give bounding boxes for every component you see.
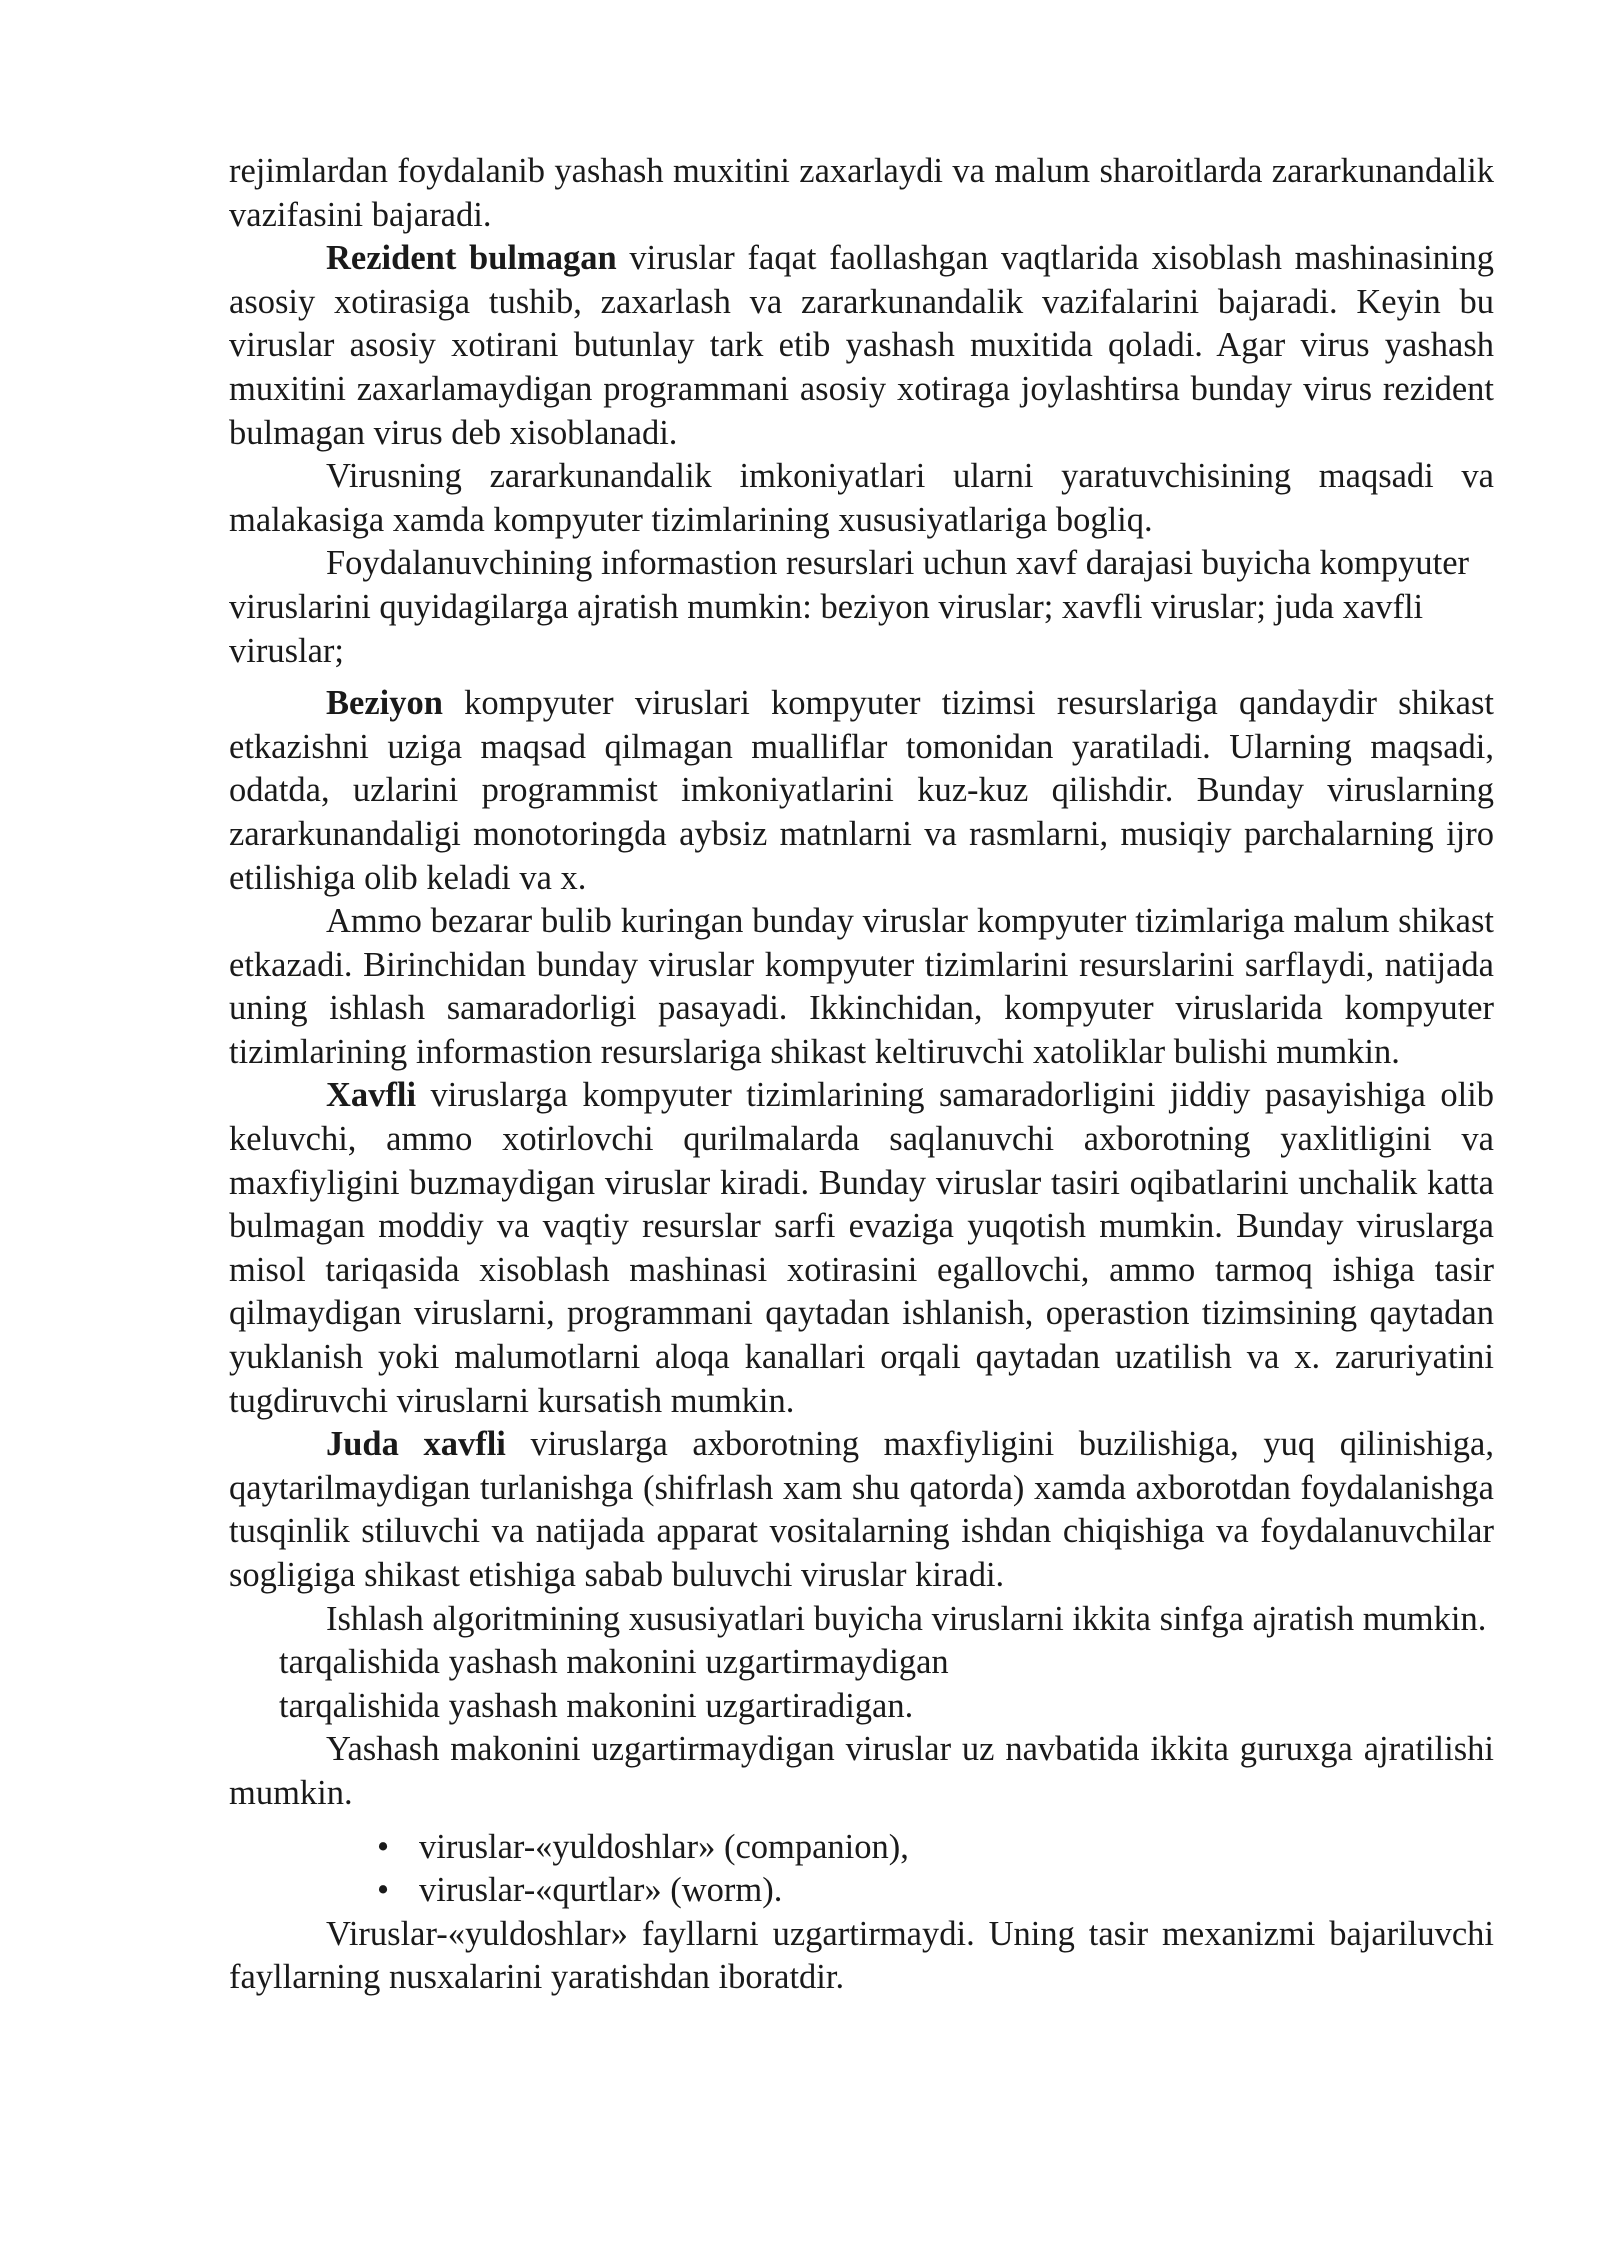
paragraph-capabilities: Virusning zararkunandalik imkoniyatlari ularni yaratuvchisining maqsadi va malakasiga xamda kompyuter tizimlarining xususiyatlariga bogliq.: [229, 457, 1494, 539]
bullet-item: [229, 1869, 1494, 1913]
paragraph-very-dangerous: [229, 1423, 1494, 1597]
paragraph-continuation: rejimlardan foydalanib yashash muxitini zaxarlaydi va malum sharoitlarda zararkunandalik vazifasini bajaradi.: [229, 152, 1494, 234]
paragraph-harmless: [229, 682, 1494, 900]
plain-list: [229, 1641, 1494, 1728]
paragraph-algorithm: Ishlash algoritmining xususiyatlari buyicha viruslarni ikkita sinfga ajratish mumkin.: [326, 1599, 1487, 1638]
paragraph-non-resident-text: viruslar faqat faollashgan vaqtlarida xisoblash mashinasining asosiy xotirasiga tushib, zaxarlash va zararkunandalik vazifalarini bajaradi. Keyin bu viruslar asosiy xotirani butunlay tark etib yashash muxitida qoladi. Agar virus yashash muxitini zaxarlamaydigan programmani asosiy xotiraga joylashtirsa bunday virus rezident bulmagan virus deb xisoblanadi.: [229, 239, 1494, 452]
paragraph-very-dangerous-text: viruslarga axborotning maxfiyligini buzilishiga, yuq qilinishiga, qaytarilmaydigan turlanishga (shifrlash xam shu qatorda) xamda axborotdan foydalanishga tusqinlik stiluvchi va natijada apparat vositalarning ishdan chiqishiga va foydalanuvchilar sogligiga shikast etishiga sabab buluvchi viruslar kiradi.: [229, 1425, 1494, 1594]
paragraph-groups: Yashash makonini uzgartirmaydigan viruslar uz navbatida ikkita guruxga ajratilishi mumkin.: [229, 1730, 1494, 1812]
paragraph-harmless-text: kompyuter viruslari kompyuter tizimsi resurslariga qandaydir shikast etkazishni uziga maqsad qilmagan mualliflar tomonidan yaratiladi. Ularning maqsadi, odatda, uzlarini programmist imkoniyatlarini kuz-kuz qilishdir. Bunday viruslarning zararkunandaligi monotoringda aybsiz matnlarni va rasmlarni, musiqiy parchalarning ijro etilishiga olib keladi va x.: [229, 684, 1494, 897]
paragraph-companion: Viruslar-«yuldoshlar» fayllarni uzgartirmaydi. Uning tasir mexanizmi bajariluvchi fayllarning nusxalarini yaratishdan iboratdir.: [229, 1914, 1494, 1997]
list-item: tarqalishida yashash makonini uzgartirmaydigan: [279, 1643, 949, 1682]
bullet-list: [229, 1826, 1494, 1913]
term-dangerous: Xavfli: [326, 1076, 417, 1115]
term-non-resident: Rezident bulmagan: [326, 239, 617, 278]
term-very-dangerous: Juda xavfli: [326, 1425, 506, 1464]
paragraph-non-resident: [229, 237, 1494, 455]
paragraph-classification: Foydalanuvchining informastion resurslari uchun xavf darajasi buyicha kompyuter viruslarini quyidagilarga ajratish mumkin: beziyon viruslar; xavfli viruslar; juda xavfli viruslar;: [229, 544, 1469, 670]
bullet-item: [229, 1826, 1494, 1870]
bullet-text: viruslar-«yuldoshlar» (companion),: [419, 1827, 909, 1866]
paragraph-harmless-effects: Ammo bezarar bulib kuringan bunday viruslar kompyuter tizimlariga malum shikast etkazadi. Birinchidan bunday viruslar kompyuter tizimlarini resurslarini sarflaydi, natijada uning ishlash samaradorligi pasayadi. Ikkinchidan, kompyuter viruslarida kompyuter tizimlarining informastion resurslariga shikast keltiruvchi xatoliklar bulishi mumkin.: [229, 902, 1494, 1071]
bullet-text: viruslar-«qurtlar» (worm).: [419, 1871, 783, 1910]
document-page: [229, 150, 1494, 2000]
paragraph-dangerous-text: viruslarga kompyuter tizimlarining samaradorligini jiddiy pasayishiga olib keluvchi, ammo xotirlovchi qurilmalarda saqlanuvchi axborotning yaxlitligini va maxfiyligini buzmaydigan viruslar kiradi. Bunday viruslar tasiri oqibatlarini unchalik katta bulmagan moddiy va vaqtiy resurslar sarfi evaziga yuqotish mumkin. Bunday viruslarga misol tariqasida xisoblash mashinasi xotirasini egallovchi, ammo tarmoq ishiga tasir qilmaydigan viruslarni, programmani qaytadan ishlanish, operastion tizimsining qaytadan yuklanish yoki malumotlarni aloqa kanallari orqali qaytadan uzatilish va x. zaruriyatini tugdiruvchi viruslarni kursatish mumkin.: [229, 1076, 1494, 1420]
list-item: tarqalishida yashash makonini uzgartiradigan.: [279, 1686, 914, 1725]
bullet-icon: •: [377, 1871, 390, 1910]
term-harmless: Beziyon: [326, 684, 443, 723]
paragraph-dangerous: [229, 1074, 1494, 1423]
bullet-icon: •: [377, 1827, 390, 1866]
